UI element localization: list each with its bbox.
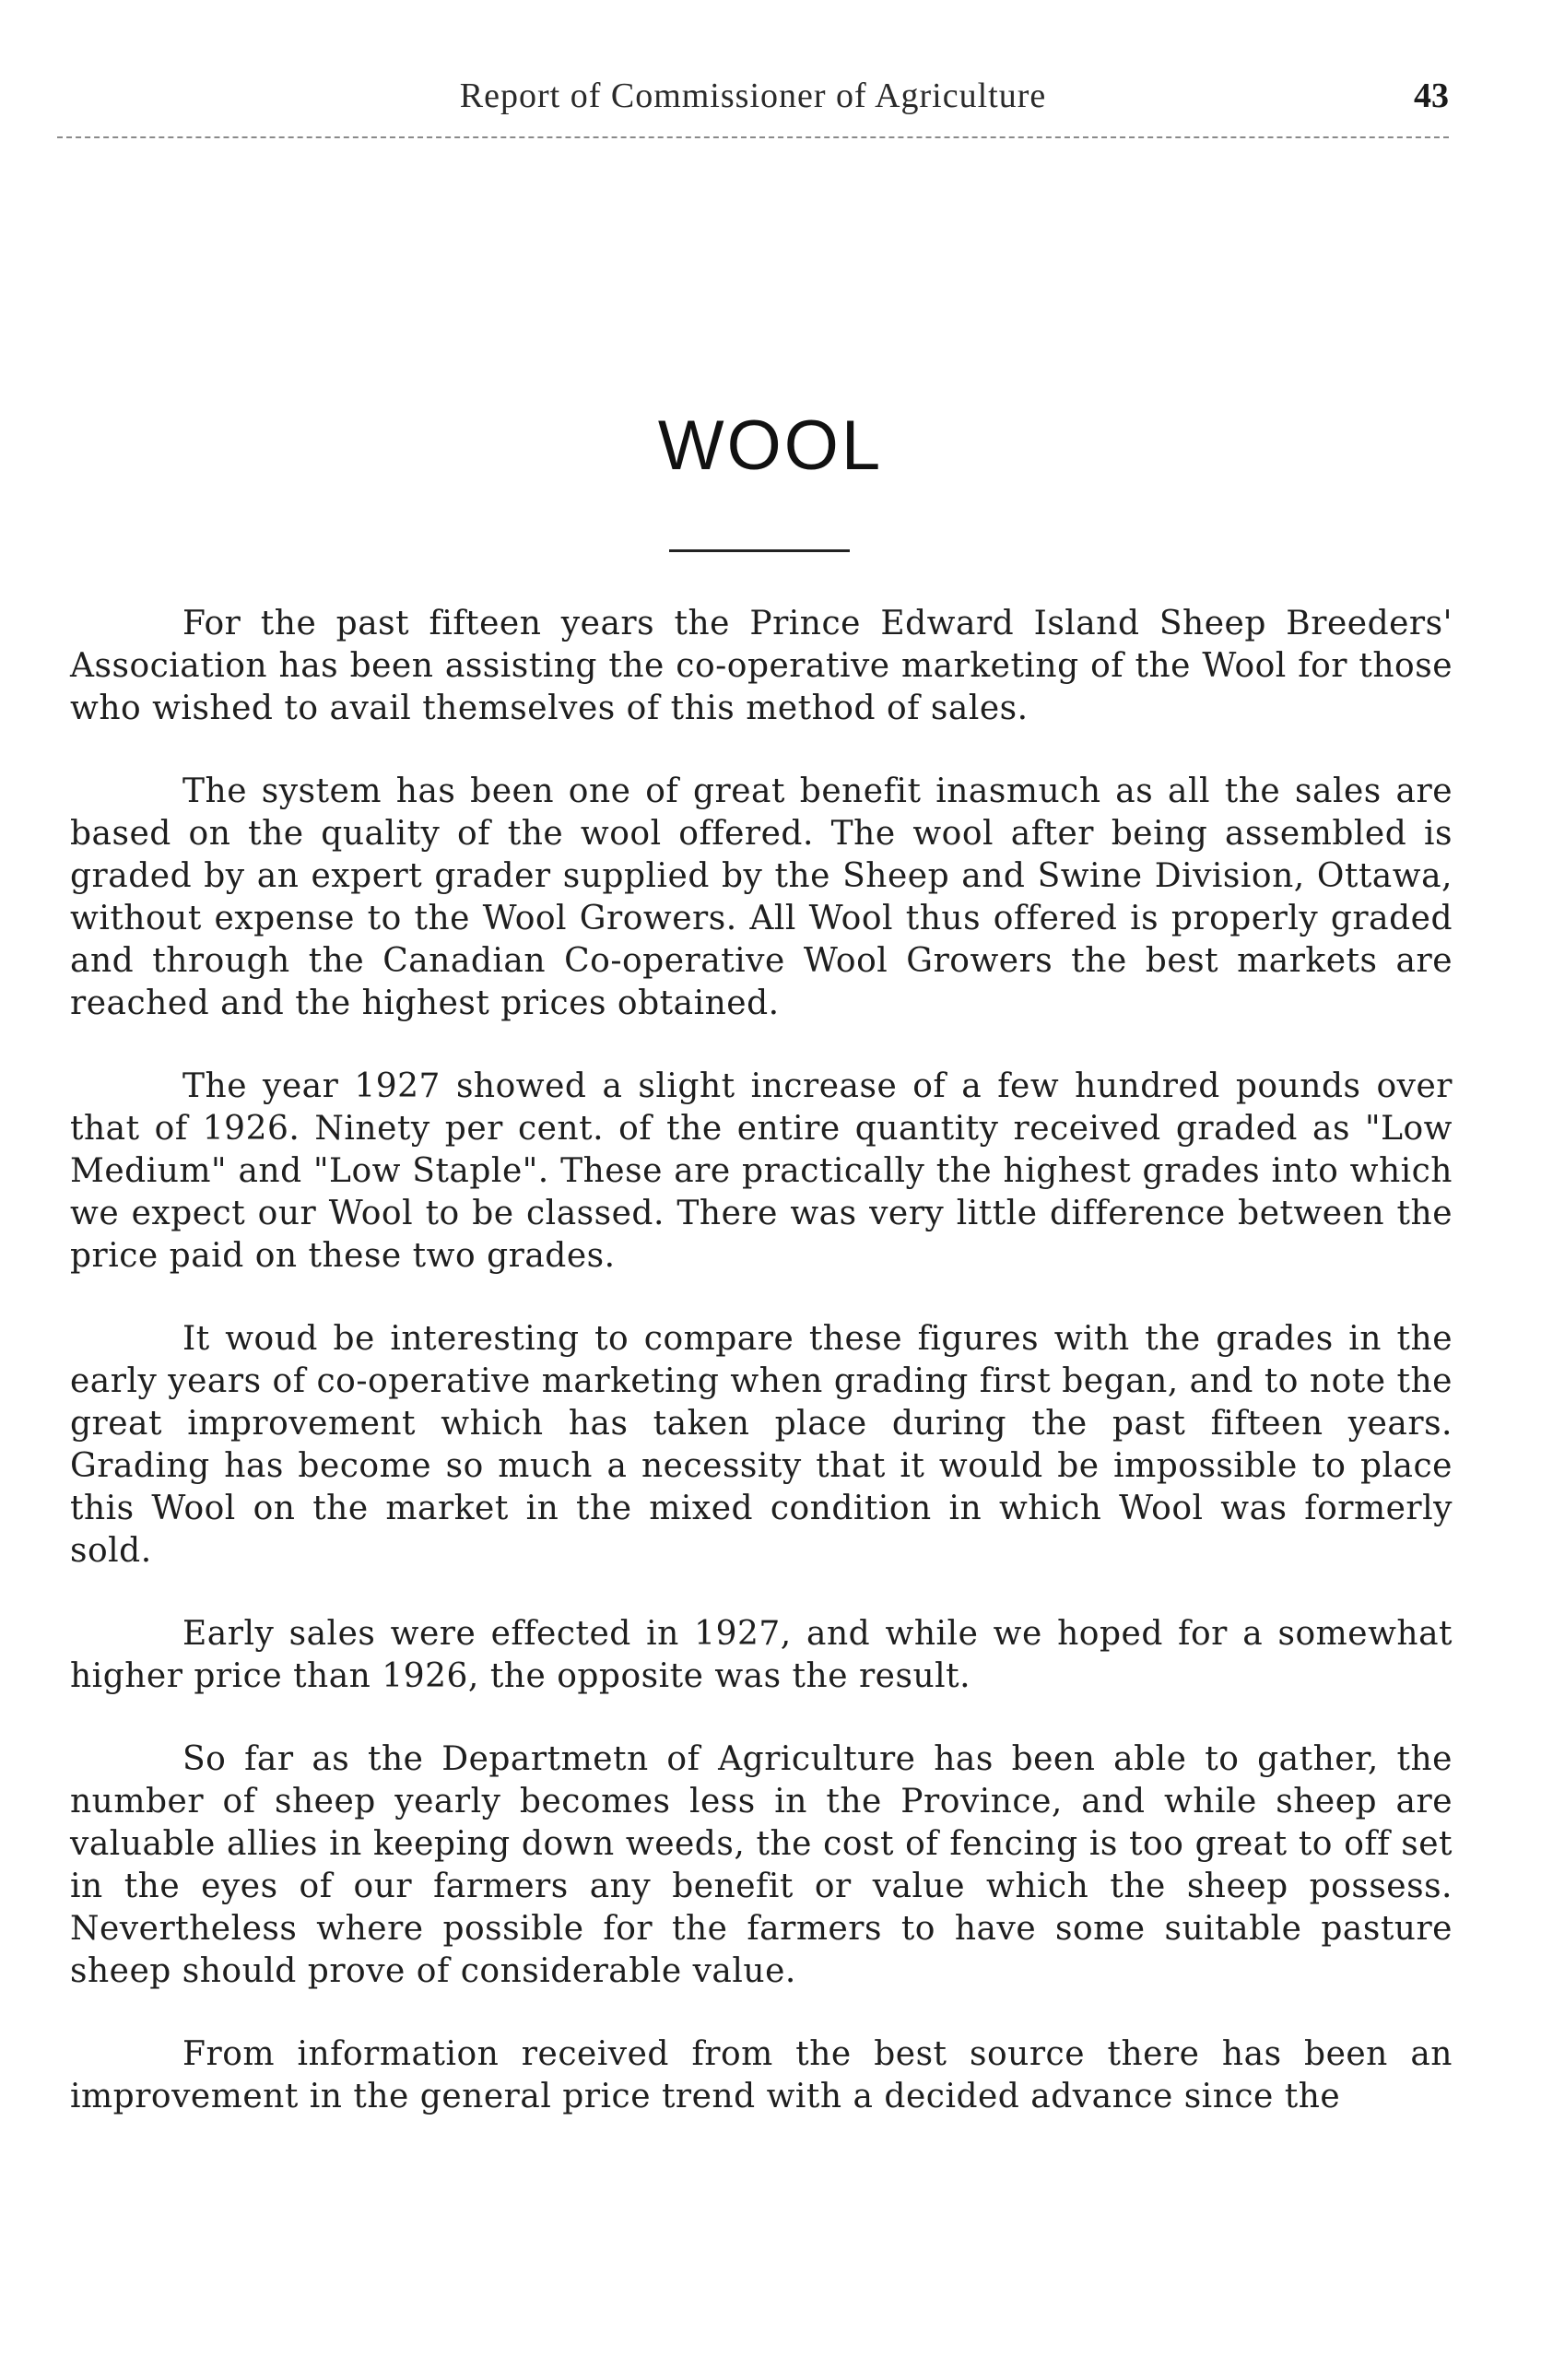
- running-title: Report of Commissioner of Agriculture: [459, 77, 1047, 115]
- paragraph: For the past fifteen years the Prince Edward Island Sheep Breeders' Association has been assisting the co-operative marketing of the Wool for those who wished to avail themselves of this method of sales.: [70, 605, 1453, 727]
- paragraph: It woud be interesting to compare these figures with the grades in the early years of co-operative marketing when grading first began, and to note the great improvement which has taken place during the past fifteen years. Grading has become so much a necessity that it would be impossible to place this Wool on the market in the mixed condition in which Wool was formerly sold.: [70, 1320, 1453, 1570]
- paragraph: The system has been one of great benefit inasmuch as all the sales are based on the quality of the wool offered. The wool after being assembled is graded by an expert grader supplied by the Sheep and Swine Division, Ottawa, without expense to the Wool Growers. All Wool thus offered is properly graded and through the Canadian Co-operative Wool Growers the best markets are reached and the highest prices obtained.: [70, 772, 1453, 1022]
- paragraph: Early sales were effected in 1927, and while we hoped for a somewhat higher price than 1926, the opposite was the result.: [70, 1615, 1453, 1695]
- body-text: [70, 603, 1453, 2118]
- title-underline-rule: [669, 549, 850, 552]
- paragraph: The year 1927 showed a slight increase of a few hundred pounds over that of 1926. Ninety per cent. of the entire quantity received graded as "Low Medium" and "Low Staple". These are practically the highest grades into which we expect our Wool to be classed. There was very little difference between the price paid on these two grades.: [70, 1067, 1453, 1275]
- paragraph: So far as the Departmetn of Agriculture has been able to gather, the number of sheep yearly becomes less in the Province, and while sheep are valuable allies in keeping down weeds, the cost of fencing is too great to off set in the eyes of our farmers any benefit or value which the sheep possess. Nevertheless where possible for the farmers to have some suitable pasture sheep should prove of considerable value.: [70, 1740, 1453, 1990]
- header-rule: [57, 136, 1449, 138]
- paragraph: From information received from the best source there has been an improvement in the general price trend with a decided advance since the: [70, 2035, 1453, 2115]
- section-title: WOOL: [657, 406, 884, 485]
- running-header: [57, 76, 1449, 140]
- page-number: 43: [1414, 77, 1449, 115]
